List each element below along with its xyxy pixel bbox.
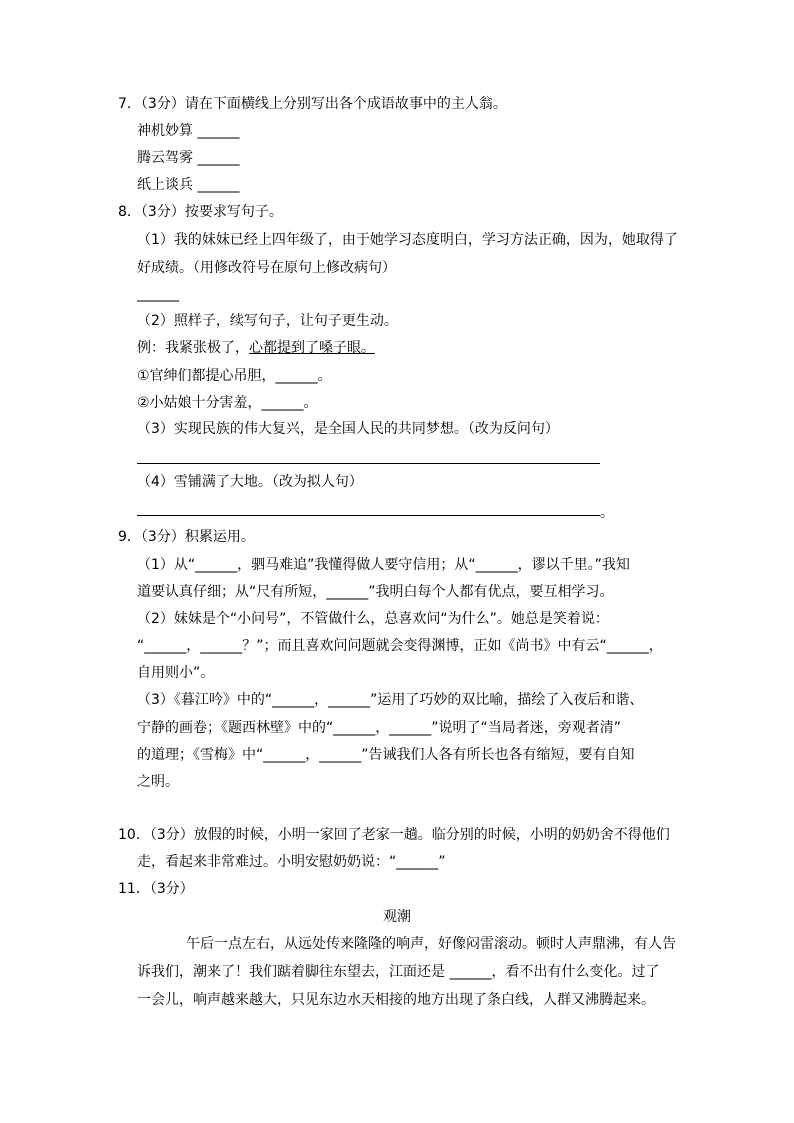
q8-part4: （4）雪铺满了大地。（改为拟人句） [137, 474, 363, 490]
q8-part1-line1: （1）我的妹妹已经上四年级了，由于她学习态度明白，学习方法正确，因为，她取得了 [137, 232, 678, 248]
q8-part1-line2: 好成绩。（用修改符号在原句上修改病句） [137, 260, 396, 276]
q8-example-underlined: 心都提到了嗓子眼。 [249, 340, 375, 356]
q11-passage-title: 观潮 [383, 909, 411, 925]
q9-stem: 9．（3分）积累运用。 [118, 529, 255, 545]
q8-part2: （2）照样子，续写句子，让句子更生动。 [137, 313, 398, 329]
q9-line-4: “______，______？”；而且喜欢问问题就会变得渊博，正如《尚书》中有云“______， [137, 638, 663, 654]
q8-part3: （3）实现民族的伟大复兴，是全国人民的共同梦想。（改为反问句） [137, 421, 559, 437]
q9-line-2: 道要认真仔细；从“尺有所短，______”我明白每个人都有优点，要互相学习。 [137, 584, 614, 600]
q8-part1-blank: ______ [137, 286, 179, 302]
q11-passage-line-3: 一会儿，响声越来越大，只见东边水天相接的地方出现了条白线，人群又沸腾起来。 [137, 992, 655, 1008]
q9-line-3: （2）妹妹是个“小问号”，不管做什么，总喜欢问“为什么”。她总是笑着说： [137, 611, 609, 627]
q9-line-9: 之明。 [137, 774, 179, 790]
q7-item-1: 神机妙算 ______ [137, 123, 240, 139]
q10-line-2: 走，看起来非常难过。小明安慰奶奶说：“______” [137, 854, 446, 870]
q8-example-prefix: 例：我紧张极了， [137, 340, 249, 356]
q10-line-1: 10．（3分）放假的时候，小明一家回了老家一趟。临分别的时候，小明的奶奶舍不得他们 [118, 827, 670, 843]
q8-part4-end: 。 [600, 505, 614, 521]
q7-stem: 7．（3分）请在下面横线上分别写出各个成语故事中的主人翁。 [118, 96, 507, 112]
q11-passage-line-1: 午后一点左右，从远处传来隆隆的响声，好像闷雷滚动。顿时人声鼎沸，有人告 [186, 936, 676, 952]
q9-line-1: （1）从“______，驷马难追”我懂得做人要守信用；从“______，谬以千里。”我知 [137, 557, 630, 573]
q8-stem: 8．（3分）按要求写句子。 [118, 204, 283, 220]
q8-part4-answer-line [137, 515, 600, 516]
q8-part3-answer-line [137, 463, 600, 464]
q7-item-2: 腾云驾雾 ______ [137, 150, 240, 166]
q9-line-8: 的道理；《雪梅》中“______，______”告诫我们人各有所长也各有缩短，要有自知 [137, 747, 635, 763]
q11-passage-line-2: 诉我们，潮来了！我们踮着脚往东望去，江面还是 ______，看不出有什么变化。过了 [137, 964, 660, 980]
q8-part2-item2: ②小姑娘十分害羞，______。 [137, 395, 318, 411]
q9-line-5: 自用则小”。 [137, 665, 215, 681]
q8-example [137, 338, 375, 358]
q8-part2-item1: ①官绅们都提心吊胆，______。 [137, 368, 332, 384]
q9-line-7: 宁静的画卷；《题西林壁》中的“______，______”说明了“当局者迷，旁观者清” [137, 720, 622, 736]
q7-item-3: 纸上谈兵 ______ [137, 177, 240, 193]
q9-line-6: （3）《暮江吟》中的“______，______”运用了巧妙的双比喻，描绘了入夜后和谐、 [137, 692, 644, 708]
q11-stem: 11．（3分） [118, 881, 194, 897]
